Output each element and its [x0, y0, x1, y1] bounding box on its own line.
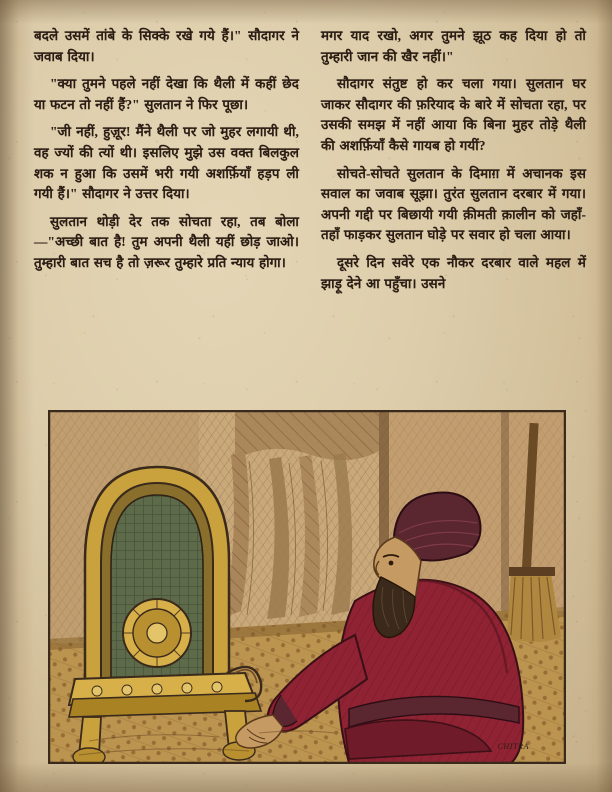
paragraph: दूसरे दिन सवेरे एक नौकर दरबार वाले महल में झाड़ू देने आ पहुँचा। उसने — [321, 254, 586, 291]
paragraph: बदले उसमें तांबे के सिक्के रखे गये हैं।" सौदागर ने जवाब दिया। — [34, 28, 299, 64]
illustration-artwork — [49, 411, 565, 763]
paragraph: सुलतान थोड़ी देर तक सोचता रहा, तब बोला—"अच्छी बात है! तुम अपनी थैली यहीं छोड़ जाओ। तुम्हारी बात सच है तो ज़रूर तुम्हारे प्रति न्याय होगा। — [34, 213, 299, 270]
paragraph: "क्या तुमने पहले नहीं देखा कि थैली में कहीं छेद या फटन तो नहीं हैं?" सुलतान ने फिर पूछा। — [34, 76, 299, 112]
paragraph: सौदागर संतुष्ट हो कर चला गया। सुलतान घर जाकर सौदागर की फ़रियाद के बारे में सोचता रहा, पर उसकी समझ में नहीं आया कि बिना मुहर तोड़े थैली की अशर्फ़ियाँ कैसे गायब हो गयीं? — [321, 76, 586, 153]
text-columns — [34, 26, 586, 398]
paragraph: मगर याद रखो, अगर तुमने झूठ कह दिया हो तो तुम्हारी जान की खैर नहीं।" — [321, 28, 586, 64]
paragraph: "जी नहीं, हुज़ूर! मैंने थैली पर जो मुहर लगायी थी, वह ज्यों की त्यों थी। इसलिए मुझे उस वक्त बिलकुल शक न हुआ कि उसमें भरी गयी अशर्फ़ियाँ हड़प ली गयी हैं।" सौदागर ने उत्तर दिया। — [34, 124, 299, 202]
story-illustration — [48, 410, 566, 764]
paragraph: सोचते-सोचते सुलतान के दिमाग़ में अचानक इस सवाल का जवाब सूझा। तुरंत सुलतान दरबार में गया। अपनी गद्दी पर बिछायी गयी क़ीमती क़ालीन को जहाँ-तहाँ फाड़कर सुलतान घोड़े पर सवार हो चला आया। — [321, 165, 586, 243]
left-text-column — [34, 26, 299, 398]
artist-signature: CHITRA — [497, 742, 529, 751]
right-text-column — [321, 26, 586, 398]
